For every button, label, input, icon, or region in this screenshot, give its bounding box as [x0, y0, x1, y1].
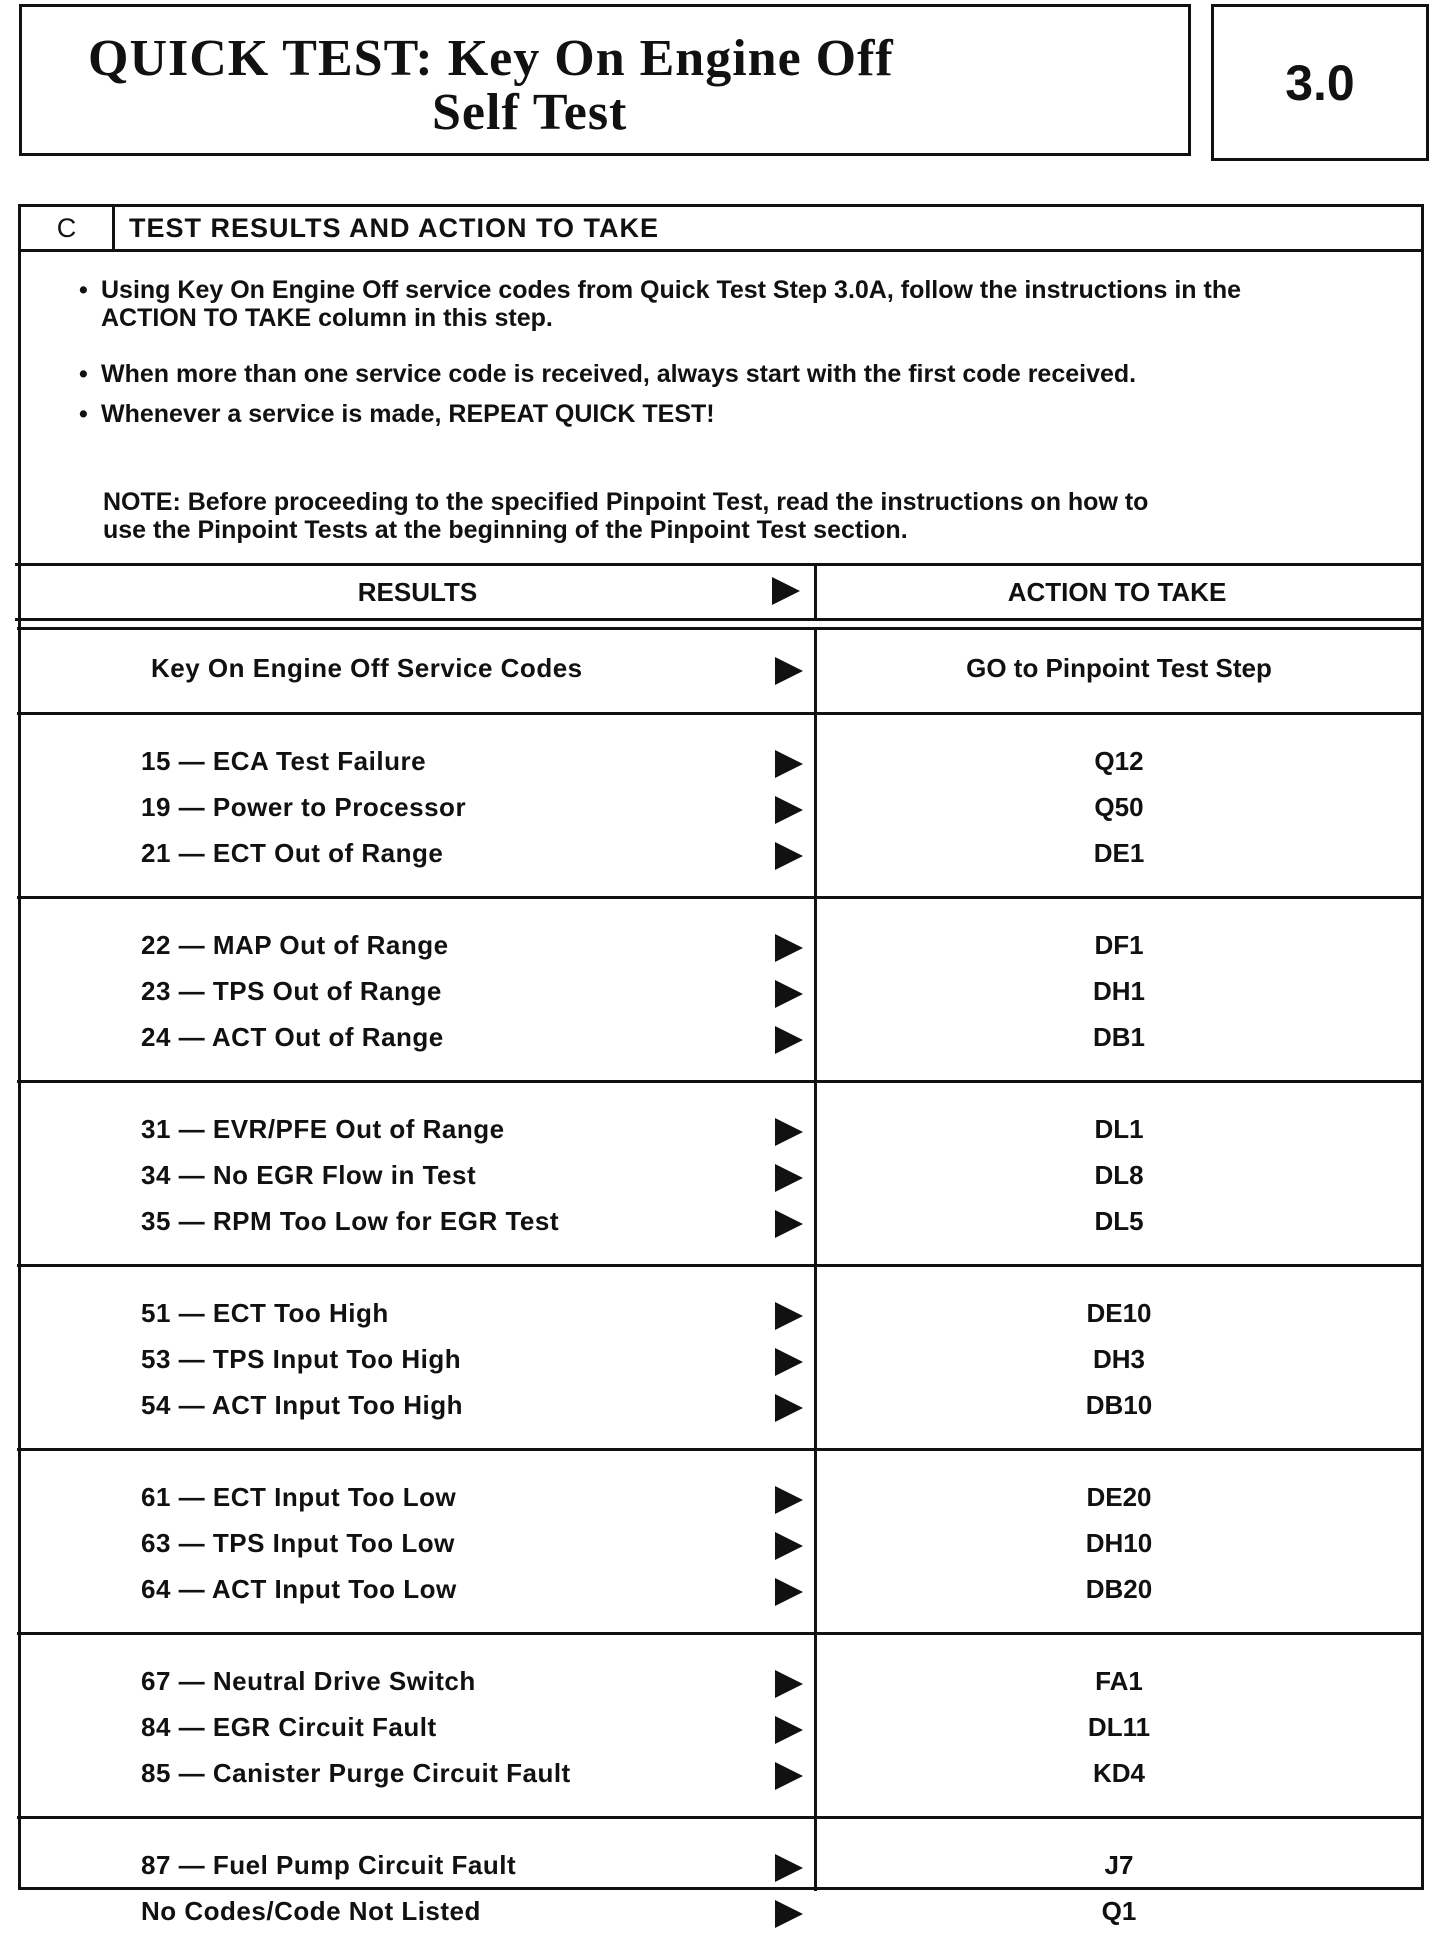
arrow-right-icon	[775, 1762, 803, 1790]
bullet-dot-icon: •	[79, 276, 88, 304]
pinpoint-step-value: DL11	[1087, 1712, 1151, 1742]
result-code-label: 87 — Fuel Pump Circuit Fault	[141, 1850, 517, 1880]
arrow-right-icon	[775, 1210, 803, 1238]
pinpoint-step-value: DB20	[1085, 1574, 1153, 1604]
result-group	[17, 1264, 1421, 1448]
pinpoint-step-value: Q1	[1101, 1896, 1137, 1926]
table-row	[17, 1338, 1421, 1382]
result-group	[17, 1816, 1421, 1926]
results-column-header: RESULTS	[21, 566, 817, 618]
table-row	[17, 970, 1421, 1014]
table-row	[17, 1016, 1421, 1060]
result-code-label: 15 — ECA Test Failure	[141, 746, 427, 776]
arrow-right-icon	[775, 1670, 803, 1698]
arrow-right-icon	[775, 1164, 803, 1192]
arrow-right-icon	[775, 796, 803, 824]
pinpoint-step-value: J7	[1104, 1850, 1134, 1880]
pinpoint-step-value: DL1	[1094, 1114, 1144, 1144]
pinpoint-step-value: Q12	[1094, 746, 1144, 776]
arrow-right-icon	[775, 1026, 803, 1054]
bullet-dot-icon: •	[79, 400, 88, 428]
result-group	[17, 712, 1421, 896]
section-letter: C	[21, 207, 115, 249]
table-row	[17, 1522, 1421, 1566]
table-row	[17, 1844, 1421, 1888]
arrow-right-icon	[775, 1394, 803, 1422]
table-row	[17, 1752, 1421, 1796]
result-code-label: 35 — RPM Too Low for EGR Test	[141, 1206, 559, 1236]
arrow-right-icon	[775, 1348, 803, 1376]
step-number: 3.0	[1211, 4, 1429, 161]
page-title-line2: Self Test	[432, 84, 628, 141]
pinpoint-step-value: KD4	[1092, 1758, 1145, 1788]
result-code-label: 67 — Neutral Drive Switch	[141, 1666, 476, 1696]
arrow-right-icon	[775, 1486, 803, 1514]
instruction-text: When more than one service code is received, always start with the first code received.	[101, 360, 1137, 388]
pinpoint-step-value: DL8	[1094, 1160, 1144, 1190]
result-code-label: Key On Engine Off Service Codes	[151, 653, 583, 683]
result-code-label: 23 — TPS Out of Range	[141, 976, 442, 1006]
bullet-dot-icon: •	[79, 360, 88, 388]
result-group	[17, 1632, 1421, 1816]
result-group	[17, 627, 1421, 712]
arrow-right-icon	[775, 1716, 803, 1744]
table-row	[17, 1384, 1421, 1428]
arrow-right-icon	[772, 577, 800, 605]
pinpoint-step-value: DH3	[1092, 1344, 1145, 1374]
table-row	[17, 1706, 1421, 1750]
table-row	[17, 1890, 1421, 1934]
result-group	[17, 1080, 1421, 1264]
result-code-label: 54 — ACT Input Too High	[141, 1390, 464, 1420]
pinpoint-step-value: DE20	[1086, 1482, 1152, 1512]
table-row	[17, 1200, 1421, 1244]
result-code-label: No Codes/Code Not Listed	[141, 1896, 481, 1926]
arrow-right-icon	[775, 980, 803, 1008]
instruction-text: Whenever a service is made, REPEAT QUICK TEST!	[101, 400, 715, 428]
pinpoint-step-value: DL5	[1094, 1206, 1144, 1236]
result-group	[17, 1448, 1421, 1632]
table-row	[17, 1154, 1421, 1198]
page-title-line1: QUICK TEST: Key On Engine Off	[88, 30, 894, 87]
table-row	[17, 647, 1421, 691]
pinpoint-step-value: FA1	[1095, 1666, 1143, 1696]
result-code-label: 24 — ACT Out of Range	[141, 1022, 444, 1052]
pinpoint-step-value: DB10	[1085, 1390, 1153, 1420]
arrow-right-icon	[775, 842, 803, 870]
pinpoint-step-value: DB1	[1092, 1022, 1145, 1052]
note-text: NOTE: Before proceeding to the specified Pinpoint Test, read the instructions on how to use the Pinpoint Tests at the beginning of the Pinpoint Test section.	[103, 488, 1149, 544]
table-row	[17, 1292, 1421, 1336]
pinpoint-step-value: GO to Pinpoint Test Step	[966, 653, 1272, 683]
arrow-right-icon	[775, 750, 803, 778]
result-code-label: 53 — TPS Input Too High	[141, 1344, 462, 1374]
table-row	[17, 924, 1421, 968]
pinpoint-step-value: DH1	[1092, 976, 1145, 1006]
arrow-right-icon	[775, 1118, 803, 1146]
result-code-label: 34 — No EGR Flow in Test	[141, 1160, 477, 1190]
table-row	[17, 740, 1421, 784]
instruction-text: Using Key On Engine Off service codes from Quick Test Step 3.0A, follow the instructions in the ACTION TO TAKE column in this step.	[101, 276, 1242, 332]
pinpoint-step-value: DH10	[1085, 1528, 1153, 1558]
arrow-right-icon	[775, 1854, 803, 1882]
result-code-label: 21 — ECT Out of Range	[141, 838, 444, 868]
instruction-bullet	[79, 360, 1361, 388]
table-row	[17, 1476, 1421, 1520]
result-code-label: 51 — ECT Too High	[141, 1298, 389, 1328]
result-code-label: 22 — MAP Out of Range	[141, 930, 449, 960]
result-code-label: 84 — EGR Circuit Fault	[141, 1712, 437, 1742]
arrow-right-icon	[775, 1900, 803, 1928]
arrow-right-icon	[775, 1578, 803, 1606]
instruction-bullet	[79, 276, 1301, 332]
pinpoint-step-value: DE10	[1086, 1298, 1152, 1328]
instruction-bullet	[79, 400, 1361, 428]
pinpoint-step-value: Q50	[1094, 792, 1144, 822]
column-headers	[15, 563, 1423, 621]
arrow-right-icon	[775, 657, 803, 685]
table-row	[17, 1568, 1421, 1612]
pinpoint-step-value: DE1	[1093, 838, 1145, 868]
table-row	[17, 1108, 1421, 1152]
section-title: TEST RESULTS AND ACTION TO TAKE	[129, 213, 659, 243]
table-row	[17, 832, 1421, 876]
result-group	[17, 896, 1421, 1080]
table-row	[17, 786, 1421, 830]
result-code-label: 19 — Power to Processor	[141, 792, 467, 822]
section-header	[21, 207, 1421, 252]
title-box	[19, 4, 1191, 156]
arrow-right-icon	[775, 1302, 803, 1330]
result-code-label: 31 — EVR/PFE Out of Range	[141, 1114, 505, 1144]
arrow-right-icon	[775, 1532, 803, 1560]
pinpoint-step-value: DF1	[1094, 930, 1144, 960]
action-column-header: ACTION TO TAKE	[1007, 576, 1227, 607]
table-row	[17, 1660, 1421, 1704]
result-code-label: 64 — ACT Input Too Low	[141, 1574, 457, 1604]
arrow-right-icon	[775, 934, 803, 962]
result-code-label: 63 — TPS Input Too Low	[141, 1528, 455, 1558]
results-table	[18, 204, 1424, 1926]
result-code-label: 85 — Canister Purge Circuit Fault	[141, 1758, 571, 1788]
result-code-label: 61 — ECT Input Too Low	[141, 1482, 457, 1512]
